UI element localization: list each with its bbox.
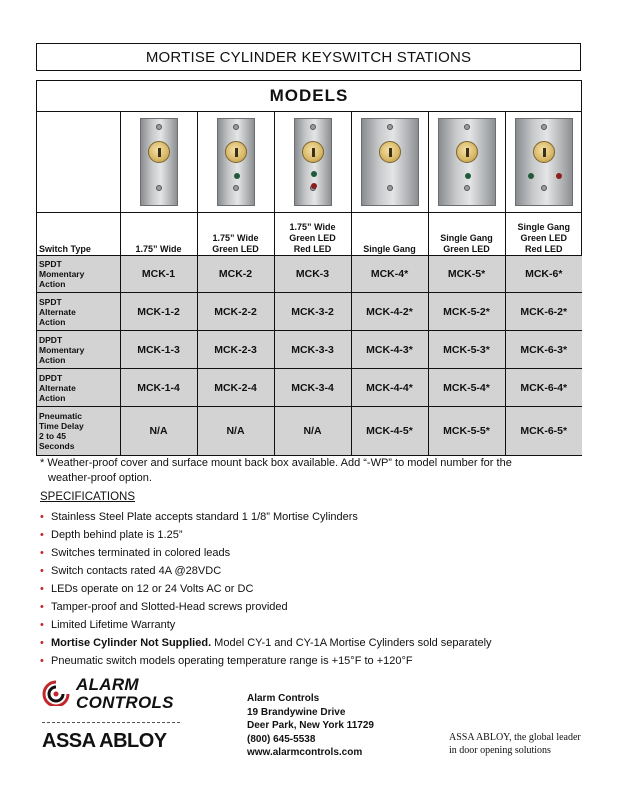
- model-number-cell: MCK-1-3: [120, 331, 197, 369]
- column-header: [351, 213, 428, 256]
- model-number-cell: MCK-3-3: [274, 331, 351, 369]
- table-row: [37, 256, 582, 293]
- product-image-row: [37, 112, 582, 213]
- switch-plate-image: [515, 118, 573, 206]
- models-grid: [37, 112, 582, 455]
- product-image-cell: [274, 112, 351, 213]
- screw-icon: [156, 124, 162, 130]
- model-number-cell: MCK-4-2*: [351, 293, 428, 331]
- model-number-cell: N/A: [274, 407, 351, 456]
- model-number-cell: MCK-6-5*: [505, 407, 582, 456]
- green-led-icon: [311, 171, 317, 177]
- header-text: Green LED: [443, 244, 490, 254]
- key-cylinder-icon: [225, 141, 247, 163]
- spec-item-text: Depth behind plate is 1.25”: [51, 529, 183, 541]
- column-header: [37, 213, 120, 256]
- brand-line-2: CONTROLS: [76, 693, 174, 712]
- model-number-cell: MCK-6-4*: [505, 369, 582, 407]
- spec-item-text: LEDs operate on 12 or 24 Volts AC or DC: [51, 583, 254, 595]
- column-header-row: [37, 213, 582, 256]
- screw-icon: [233, 124, 239, 130]
- model-number-cell: MCK-4-5*: [351, 407, 428, 456]
- city: Deer Park, New York 11729: [247, 720, 374, 731]
- screw-icon: [464, 124, 470, 130]
- spec-item: [40, 598, 600, 616]
- switch-type-label: [37, 369, 120, 407]
- green-led-icon: [465, 173, 471, 179]
- model-number-cell: MCK-3-2: [274, 293, 351, 331]
- header-text: Red LED: [293, 244, 332, 254]
- label-line: Time Delay: [39, 421, 84, 431]
- switch-type-label: [37, 331, 120, 369]
- model-number-cell: MCK-5-2*: [428, 293, 505, 331]
- switch-type-label: [37, 293, 120, 331]
- website: www.alarmcontrols.com: [247, 747, 363, 758]
- model-number-cell: MCK-4*: [351, 256, 428, 293]
- product-image-cell: [197, 112, 274, 213]
- header-text: Single Gang: [440, 233, 493, 243]
- column-header: [274, 213, 351, 256]
- table-row: [37, 331, 582, 369]
- column-header: [428, 213, 505, 256]
- model-number-cell: MCK-6-2*: [505, 293, 582, 331]
- switch-type-label: [37, 256, 120, 293]
- label-line: Seconds: [39, 441, 75, 451]
- label-line: SPDT: [39, 296, 62, 307]
- screw-icon: [233, 185, 239, 191]
- switch-plate-image: [294, 118, 332, 206]
- label-line: DPDT: [39, 334, 63, 345]
- key-cylinder-icon: [533, 141, 555, 163]
- brand-line-1: ALARM: [76, 675, 139, 694]
- spec-item-text: Limited Lifetime Warranty: [51, 619, 176, 631]
- header-text: 1.75” Wide: [289, 222, 336, 232]
- spec-item-text: Switches terminated in colored leads: [51, 547, 231, 559]
- page-title: MORTISE CYLINDER KEYSWITCH STATIONS: [36, 43, 581, 71]
- header-text: Single Gang: [517, 222, 570, 232]
- switch-plate-image: [438, 118, 496, 206]
- label-line: Alternate: [39, 306, 76, 317]
- empty-cell: [37, 112, 120, 213]
- footnote-line: * Weather-proof cover and surface mount back box available. Add “-WP” to model number for the: [40, 457, 512, 469]
- label-line: Momentary: [39, 269, 85, 279]
- screw-icon: [387, 124, 393, 130]
- specifications-heading: SPECIFICATIONS: [40, 491, 135, 503]
- column-header: [505, 213, 582, 256]
- spec-item-text: Model CY-1 and CY-1A Mortise Cylinders sold separately: [211, 637, 492, 649]
- red-led-icon: [311, 183, 317, 189]
- spec-item-text: Stainless Steel Plate accepts standard 1 1/8” Mortise Cylinders: [51, 511, 358, 523]
- model-number-cell: MCK-5-3*: [428, 331, 505, 369]
- header-text: Red LED: [524, 244, 563, 254]
- label-line: Action: [39, 279, 66, 289]
- label-line: SPDT: [39, 259, 62, 269]
- product-image-cell: [351, 112, 428, 213]
- product-image-cell: [428, 112, 505, 213]
- footnote: [40, 456, 580, 486]
- contact-address: [247, 692, 374, 760]
- spec-item: [40, 544, 600, 562]
- phone: (800) 645-5538: [247, 733, 316, 745]
- red-led-icon: [556, 173, 562, 179]
- company-name: Alarm Controls: [247, 693, 320, 704]
- models-heading: MODELS: [37, 81, 581, 112]
- spec-item-text: Tamper-proof and Slotted-Head screws provided: [51, 601, 288, 613]
- screw-icon: [156, 185, 162, 191]
- model-number-cell: MCK-3: [274, 256, 351, 293]
- header-text: Green LED: [520, 233, 567, 243]
- tagline-line-1: ASSA ABLOY, the global leader: [449, 732, 581, 743]
- product-image-cell: [120, 112, 197, 213]
- header-text: 1.75” Wide: [135, 244, 182, 254]
- model-number-cell: MCK-4-4*: [351, 369, 428, 407]
- model-number-cell: MCK-1: [120, 256, 197, 293]
- model-number-cell: MCK-6*: [505, 256, 582, 293]
- model-number-cell: MCK-5-5*: [428, 407, 505, 456]
- key-cylinder-icon: [456, 141, 478, 163]
- screw-icon: [541, 185, 547, 191]
- model-number-cell: MCK-1-4: [120, 369, 197, 407]
- switch-plate-image: [361, 118, 419, 206]
- label-line: Action: [39, 316, 66, 327]
- model-number-cell: MCK-1-2: [120, 293, 197, 331]
- table-row: [37, 369, 582, 407]
- street: 19 Brandywine Drive: [247, 706, 346, 718]
- screw-icon: [464, 185, 470, 191]
- assa-abloy-logo: ASSA ABLOY: [42, 730, 167, 752]
- spec-item: [40, 634, 600, 652]
- screw-icon: [541, 124, 547, 130]
- label-line: DPDT: [39, 372, 63, 383]
- header-text: Switch Type: [39, 244, 91, 254]
- models-table: [36, 80, 582, 456]
- table-row: [37, 407, 582, 456]
- switch-plate-image: [140, 118, 178, 206]
- model-number-cell: N/A: [120, 407, 197, 456]
- model-number-cell: MCK-3-4: [274, 369, 351, 407]
- spec-item: [40, 652, 600, 670]
- tagline-line-2: in door opening solutions: [449, 744, 551, 756]
- swirl-logo-icon: [42, 680, 70, 706]
- screw-icon: [387, 185, 393, 191]
- label-line: Momentary: [39, 344, 85, 355]
- model-number-cell: MCK-2-4: [197, 369, 274, 407]
- model-number-cell: MCK-2: [197, 256, 274, 293]
- switch-plate-image: [217, 118, 255, 206]
- brand-name: [76, 676, 174, 712]
- model-number-cell: N/A: [197, 407, 274, 456]
- label-line: Action: [39, 354, 66, 365]
- label-line: Action: [39, 392, 66, 403]
- column-header: [120, 213, 197, 256]
- model-number-cell: MCK-2-3: [197, 331, 274, 369]
- column-header: [197, 213, 274, 256]
- footnote-line: weather-proof option.: [48, 472, 152, 484]
- label-line: 2 to 45: [39, 431, 66, 441]
- table-row: [37, 293, 582, 331]
- spec-item: [40, 508, 600, 526]
- header-text: Green LED: [289, 233, 336, 243]
- model-number-cell: MCK-5-4*: [428, 369, 505, 407]
- spec-item-text: Switch contacts rated 4A @28VDC: [51, 565, 222, 577]
- screw-icon: [310, 124, 316, 130]
- specifications-list: [40, 508, 600, 670]
- header-text: Single Gang: [363, 244, 416, 254]
- product-image-cell: [505, 112, 582, 213]
- switch-type-label: [37, 407, 120, 456]
- spec-item-text: Pneumatic switch models operating temperature range is +15°F to +120°F: [51, 655, 413, 667]
- spec-item-emphasis: Mortise Cylinder Not Supplied.: [51, 637, 212, 649]
- key-cylinder-icon: [148, 141, 170, 163]
- spec-item: [40, 580, 600, 598]
- key-cylinder-icon: [302, 141, 324, 163]
- model-number-cell: MCK-4-3*: [351, 331, 428, 369]
- header-text: 1.75” Wide: [212, 233, 259, 243]
- label-line: Alternate: [39, 382, 76, 393]
- header-text: Green LED: [212, 244, 259, 254]
- green-led-icon: [528, 173, 534, 179]
- model-number-cell: MCK-5*: [428, 256, 505, 293]
- model-number-cell: MCK-6-3*: [505, 331, 582, 369]
- green-led-icon: [234, 173, 240, 179]
- tagline: [449, 732, 581, 757]
- label-line: Pneumatic: [39, 411, 82, 421]
- spec-item: [40, 526, 600, 544]
- key-cylinder-icon: [379, 141, 401, 163]
- divider: [42, 722, 180, 723]
- spec-item: [40, 562, 600, 580]
- spec-item: [40, 616, 600, 634]
- model-number-cell: MCK-2-2: [197, 293, 274, 331]
